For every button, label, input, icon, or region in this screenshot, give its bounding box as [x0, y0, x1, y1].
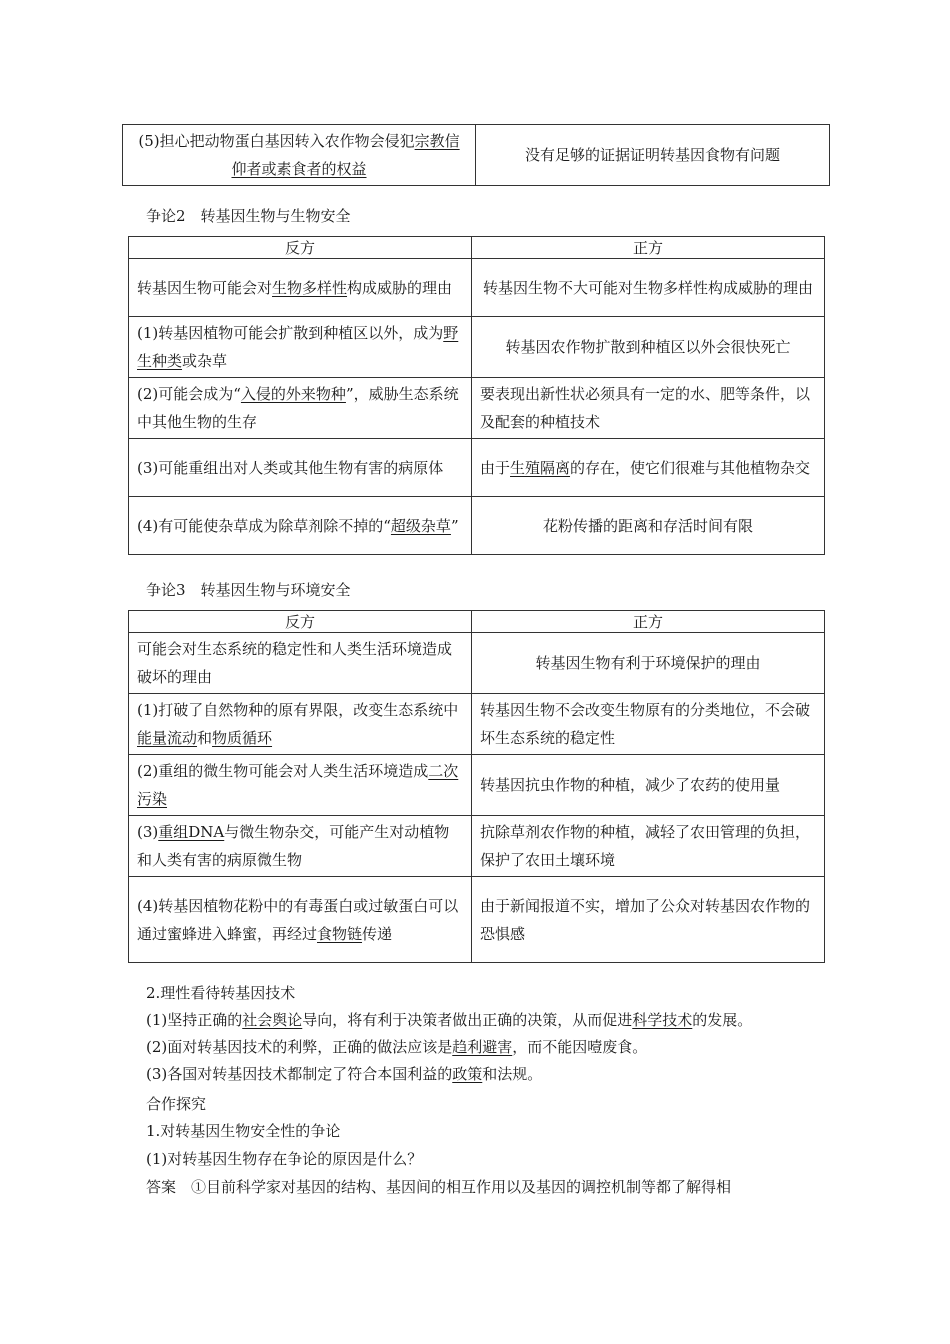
section2-caption: 争论2 转基因生物与生物安全	[146, 207, 351, 225]
text-segment: 要表现出新性状必须具有一定的水、肥等条件，以及配套的种植技术	[480, 385, 811, 431]
cell-left	[123, 125, 476, 186]
text-segment: ”，威胁生态系统中其他生物的生存	[137, 385, 459, 431]
table-environment	[128, 610, 825, 963]
text-segment: 构成威胁的理由	[347, 278, 453, 297]
text-segment: (2)重组的微生物可能会对人类生活环境造成	[137, 762, 429, 780]
header-con: 反方	[129, 237, 472, 259]
underlined-term: 趋利避害	[452, 1038, 513, 1056]
paragraph-3	[146, 1061, 542, 1088]
table-row	[129, 439, 825, 497]
cell-right	[472, 633, 825, 694]
paragraph-1	[146, 1007, 752, 1034]
text-segment: (4)转基因植物花粉中的有毒蛋白或过敏蛋白可以通过蜜蜂进入蜂蜜，再经过	[137, 896, 459, 943]
cell-left	[129, 497, 472, 555]
cell-right	[472, 378, 825, 439]
underlined-term: 重组DNA	[158, 823, 225, 841]
text-segment: (2)面对转基因技术的利弊，正确的做法应该是	[146, 1038, 453, 1056]
text-segment: (4)有可能使杂草成为除草剂除不掉的“	[137, 516, 391, 535]
cell-left	[129, 439, 472, 497]
cell-left	[129, 816, 472, 877]
text-segment: 的发展。	[692, 1011, 753, 1029]
cell-right	[472, 497, 825, 555]
underlined-term: 野生种类	[137, 324, 459, 370]
cell-left	[129, 259, 472, 317]
cell-left	[129, 378, 472, 439]
cell-right	[472, 694, 825, 755]
table-row	[129, 317, 825, 378]
underlined-term: 生物多样性	[272, 278, 348, 297]
underlined-term: 能量流动	[137, 729, 198, 747]
table-row	[129, 633, 825, 694]
cell-left	[129, 877, 472, 963]
cell-right	[472, 439, 825, 497]
table-row	[129, 877, 825, 963]
text-segment: (3)各国对转基因技术都制定了符合本国利益的	[146, 1065, 453, 1083]
text-segment: 抗除草剂农作物的种植，减轻了农田管理的负担，保护了农田土壤环境	[480, 823, 811, 869]
table-row	[129, 497, 825, 555]
text-segment: 的存在，使它们很难与其他植物杂交	[570, 458, 811, 477]
table-row	[129, 816, 825, 877]
text-segment: 合作探究	[146, 1095, 207, 1113]
cell-right	[476, 125, 830, 186]
cell-right	[472, 259, 825, 317]
section3-caption: 争论3 转基因生物与环境安全	[146, 581, 351, 599]
text-segment: (1)打破了自然物种的原有界限，改变生态系统中	[137, 701, 459, 719]
text-segment: (5)担心把动物蛋白基因转入农作物会侵犯	[138, 132, 415, 150]
text-segment: (2)可能会成为“	[137, 385, 241, 403]
text-segment: 传递	[362, 924, 393, 943]
text-segment: 转基因生物可能会对	[137, 278, 273, 297]
cell-left	[129, 317, 472, 378]
paragraph-2	[146, 1034, 647, 1061]
underlined-term: 二次污染	[137, 762, 459, 808]
table-continued	[122, 124, 830, 186]
underlined-term: 入侵的外来物种	[240, 385, 346, 403]
table-header-row	[129, 611, 825, 633]
underlined-term: 物质循环	[212, 729, 273, 747]
table-biosafety	[128, 236, 825, 555]
table-row	[129, 755, 825, 816]
table-row	[129, 378, 825, 439]
underlined-term: 生殖隔离	[510, 458, 571, 477]
cell-left	[129, 694, 472, 755]
text-segment: 和法规。	[482, 1065, 543, 1083]
underlined-term: 宗教信仰者或素食者的权益	[231, 132, 460, 178]
question-1	[146, 1146, 422, 1173]
text-segment: 转基因生物不会改变生物原有的分类地位，不会破坏生态系统的稳定性	[480, 701, 811, 747]
text-segment: 2.理性看待转基因技术	[146, 984, 296, 1002]
text-segment: (1)转基因植物可能会扩散到种植区以外，成为	[137, 324, 444, 342]
text-segment: 花粉传播的距离和存活时间有限	[542, 516, 753, 535]
heading-cooperative-inquiry	[146, 1091, 206, 1118]
text-segment: 答案 ①目前科学家对基因的结构、基因间的相互作用以及基因的调控机制等都了解得相	[146, 1178, 732, 1196]
cell-right	[472, 755, 825, 816]
text-segment: 由于	[480, 458, 511, 477]
text-segment: 可能会对生态系统的稳定性和人类生活环境造成破坏的理由	[137, 640, 453, 686]
cell-right	[472, 317, 825, 378]
text-segment: 转基因农作物扩散到种植区以外会很快死亡	[505, 338, 791, 356]
table-header-row	[129, 237, 825, 259]
answer-text	[146, 1174, 731, 1201]
header-pro: 正方	[472, 611, 825, 633]
text-segment: 和	[197, 729, 213, 747]
cell-left	[129, 755, 472, 816]
text-segment: 由于新闻报道不实，增加了公众对转基因农作物的恐惧感	[480, 896, 811, 943]
text-segment: ，而不能因噎废食。	[512, 1038, 648, 1056]
text-segment: 或杂草	[182, 352, 228, 370]
text-segment: (3)	[137, 823, 159, 841]
cell-right	[472, 877, 825, 963]
text-segment: 与微生物杂交，可能产生对动植物和人类有害的病原微生物	[137, 823, 450, 869]
table-row	[129, 694, 825, 755]
text-segment: 导向，将有利于决策者做出正确的决策，从而促进	[302, 1011, 633, 1029]
table-row	[129, 259, 825, 317]
header-pro: 正方	[472, 237, 825, 259]
header-con: 反方	[129, 611, 472, 633]
text-segment: (3)可能重组出对人类或其他生物有害的病原体	[137, 458, 444, 477]
table-row	[123, 125, 830, 186]
underlined-term: 科学技术	[632, 1011, 693, 1029]
text-segment: ”	[450, 516, 459, 535]
underlined-term: 食物链	[317, 924, 363, 943]
underlined-term: 超级杂草	[390, 516, 451, 535]
text-segment: 转基因生物不大可能对生物多样性构成威胁的理由	[482, 278, 813, 297]
cell-right	[472, 816, 825, 877]
text-segment: 转基因抗虫作物的种植，减少了农药的使用量	[480, 776, 781, 794]
cell-left	[129, 633, 472, 694]
text-segment: 1.对转基因生物安全性的争论	[146, 1122, 341, 1140]
underlined-term: 社会舆论	[242, 1011, 303, 1029]
text-segment: 没有足够的证据证明转基因食物有问题	[524, 146, 780, 164]
text-segment: 转基因生物有利于环境保护的理由	[535, 654, 761, 672]
text-segment: (1)坚持正确的	[146, 1011, 243, 1029]
heading-controversy	[146, 1118, 340, 1145]
underlined-term: 政策	[452, 1065, 483, 1083]
heading-rational-view	[146, 980, 295, 1007]
text-segment: (1)对转基因生物存在争论的原因是什么？	[146, 1150, 423, 1168]
